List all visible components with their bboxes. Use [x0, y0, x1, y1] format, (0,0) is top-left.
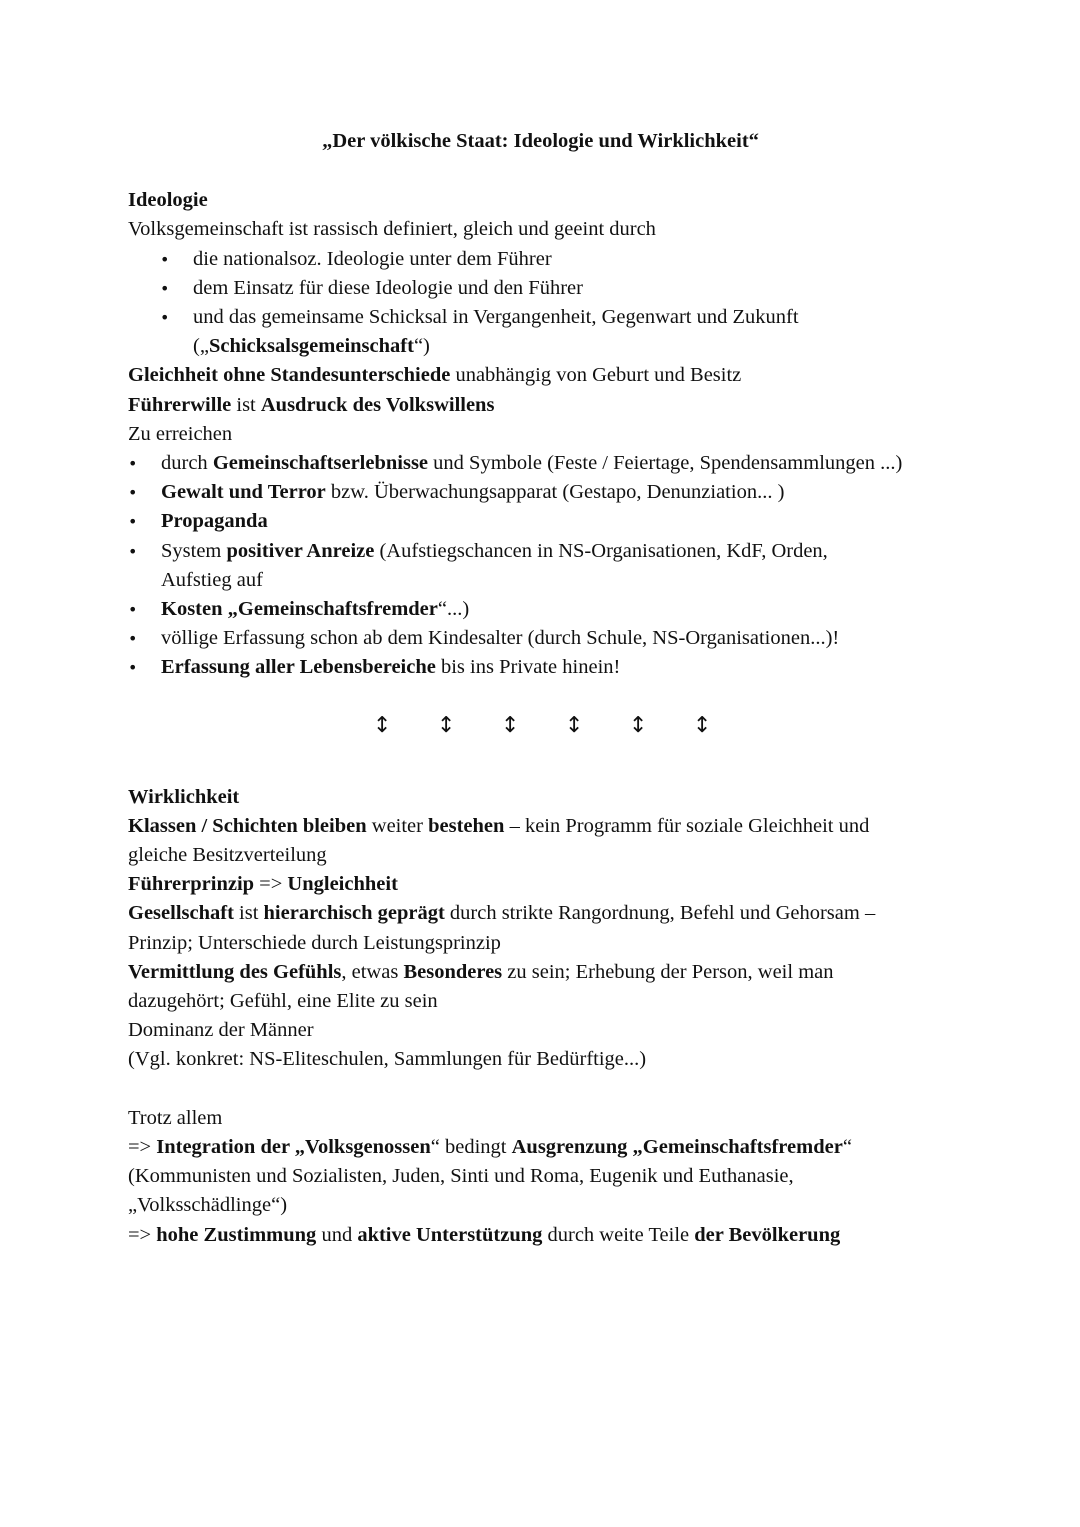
- means-list: [128, 449, 968, 683]
- gesellschaft-bold: Gesellschaft: [128, 902, 234, 925]
- gesellschaft-cont: Prinzip; Unterschiede durch Leistungsprinzip: [128, 931, 501, 954]
- dominanz-line: Dominanz der Männer: [128, 1019, 314, 1042]
- klassen-mid: weiter: [366, 814, 429, 837]
- integration-bold: Integration der „Volksgenossen: [156, 1135, 431, 1158]
- klassen-bold: Klassen / Schichten bleiben: [128, 814, 367, 837]
- arrow-row: [128, 683, 968, 783]
- means-text: und Symbole (Feste / Feiertage, Spendensammlungen ...): [428, 452, 903, 475]
- gesellschaft-line: [128, 899, 968, 928]
- integration-arrow: =>: [128, 1135, 157, 1158]
- double-arrow-icon: ↕: [565, 712, 584, 738]
- schicksal-open: („: [193, 335, 209, 358]
- ungleichheit-bold: Ungleichheit: [287, 873, 398, 896]
- means-text: System: [161, 539, 227, 562]
- gruppen-line: (Kommunisten und Sozialisten, Juden, Sinti und Roma, Eugenik und Euthanasie,: [128, 1165, 794, 1188]
- means-item: [128, 537, 968, 595]
- fuehrerprinzip-line: [128, 870, 968, 899]
- unterstuetzung-bold: aktive Unterstützung: [357, 1223, 543, 1246]
- trotz-heading: Trotz allem: [128, 1106, 223, 1129]
- klassen-cont: gleiche Besitzverteilung: [128, 844, 327, 867]
- ideologie-section: [128, 186, 968, 682]
- double-arrow-icon: ↕: [373, 712, 392, 738]
- zustimmung-line: [128, 1221, 968, 1250]
- schicksalsgemeinschaft: Schicksalsgemeinschaft: [208, 335, 414, 358]
- besonderes-bold: Besonderes: [403, 960, 503, 983]
- volksschaedlinge-line: „Volksschädlinge“): [128, 1194, 288, 1217]
- means-item: [128, 653, 968, 682]
- double-arrow-icon: ↕: [501, 712, 520, 738]
- vgl-line: (Vgl. konkret: NS-Eliteschulen, Sammlungen für Bedürftige...): [128, 1048, 647, 1071]
- zustimmung-arrow: =>: [128, 1223, 157, 1246]
- klassen-rest: – kein Programm für soziale Gleichheit und: [504, 814, 870, 837]
- bevoelkerung-bold: der Bevölkerung: [694, 1223, 841, 1246]
- integration-end: “: [842, 1135, 852, 1158]
- hierarchisch-bold: hierarchisch geprägt: [263, 902, 445, 925]
- zustimmung-bold: hohe Zustimmung: [156, 1223, 317, 1246]
- ausgrenzung-bold: Ausgrenzung „Gemeinschaftsfremder: [511, 1135, 843, 1158]
- gleichheit-line: [128, 361, 968, 390]
- document: [128, 127, 968, 1250]
- zustimmung-mid1: und: [316, 1223, 358, 1246]
- wirklichkeit-heading: Wirklichkeit: [128, 785, 240, 808]
- integration-line: [128, 1133, 968, 1162]
- section-gap: [128, 1075, 968, 1104]
- means-text: Gemeinschaftserlebnisse: [212, 452, 429, 475]
- schicksal-close: “): [413, 335, 430, 358]
- double-arrow-icon: ↕: [693, 712, 712, 738]
- gesellschaft-rest: durch strikte Rangordnung, Befehl und Gehorsam –: [444, 902, 876, 925]
- bestehen-bold: bestehen: [428, 814, 505, 837]
- ideologie-heading: Ideologie: [128, 189, 208, 212]
- means-item: [128, 449, 968, 478]
- means-text: (Aufstiegschancen in NS-Organisationen, KdF, Orden,: [374, 539, 828, 562]
- gleichheit-bold: Gleichheit ohne Standesunterschiede: [128, 364, 451, 387]
- integration-mid: “ bedingt: [430, 1135, 512, 1158]
- means-text: Gewalt und Terror: [161, 481, 326, 504]
- means-item: [128, 595, 968, 624]
- means-text: Propaganda: [161, 510, 268, 533]
- volkswillen-bold: Ausdruck des Volkswillens: [260, 393, 495, 416]
- ideologie-point: • die nationalsoz. Ideologie unter dem Führer: [128, 245, 968, 274]
- ideologie-point: [128, 303, 968, 361]
- klassen-line: [128, 812, 968, 841]
- vermittlung-mid: , etwas: [341, 960, 404, 983]
- means-text: bis ins Private hinein!: [435, 656, 621, 679]
- ideologie-intro: Volksgemeinschaft ist rassisch definiert, gleich und geeint durch: [128, 218, 656, 241]
- means-text: durch: [161, 452, 213, 475]
- means-text: völlige Erfassung schon ab dem Kindesalter (durch Schule, NS-Organisationen...)!: [161, 627, 840, 650]
- means-item: [128, 478, 968, 507]
- vermittlung-rest: zu sein; Erhebung der Person, weil man: [502, 960, 834, 983]
- fuehrerwille-line: [128, 391, 968, 420]
- document-title: „Der völkische Staat: Ideologie und Wirklichkeit“: [322, 130, 759, 152]
- ideologie-point-text: und das gemeinsame Schicksal in Vergangenheit, Gegenwart und Zukunft: [193, 306, 799, 329]
- double-arrow-icon: ↕: [437, 712, 456, 738]
- fuehrerprinzip-bold: Führerprinzip: [128, 873, 255, 896]
- means-item: [128, 624, 968, 653]
- vermittlung-line: [128, 958, 968, 987]
- means-text: Erfassung aller Lebensbereiche: [161, 656, 436, 679]
- means-text: bzw. Überwachungsapparat (Gestapo, Denunziation... ): [325, 481, 785, 504]
- fuehrerwille-mid: ist: [231, 393, 261, 416]
- means-text: “...): [437, 598, 470, 621]
- means-text: positiver Anreize: [226, 539, 375, 562]
- fuehrerwille-bold: Führerwille: [128, 393, 232, 416]
- trotz-section: [128, 1104, 968, 1250]
- means-item: [128, 507, 968, 536]
- vermittlung-bold: Vermittlung des Gefühls: [128, 960, 342, 983]
- double-arrow-icon: ↕: [629, 712, 648, 738]
- means-text-cont: Aufstieg auf: [161, 568, 263, 591]
- gleichheit-rest: unabhängig von Geburt und Besitz: [450, 364, 742, 387]
- fuehrerprinzip-arrow: =>: [254, 873, 288, 896]
- zu-erreichen: Zu erreichen: [128, 422, 233, 445]
- wirklichkeit-section: [128, 783, 968, 1075]
- vermittlung-cont: dazugehört; Gefühl, eine Elite zu sein: [128, 990, 438, 1013]
- zustimmung-mid2: durch weite Teile: [542, 1223, 695, 1246]
- means-text: Kosten „Gemeinschaftsfremder: [161, 598, 438, 621]
- ideologie-point: • dem Einsatz für diese Ideologie und den Führer: [128, 274, 968, 303]
- gesellschaft-mid: ist: [233, 902, 264, 925]
- ideologie-points: [128, 245, 968, 362]
